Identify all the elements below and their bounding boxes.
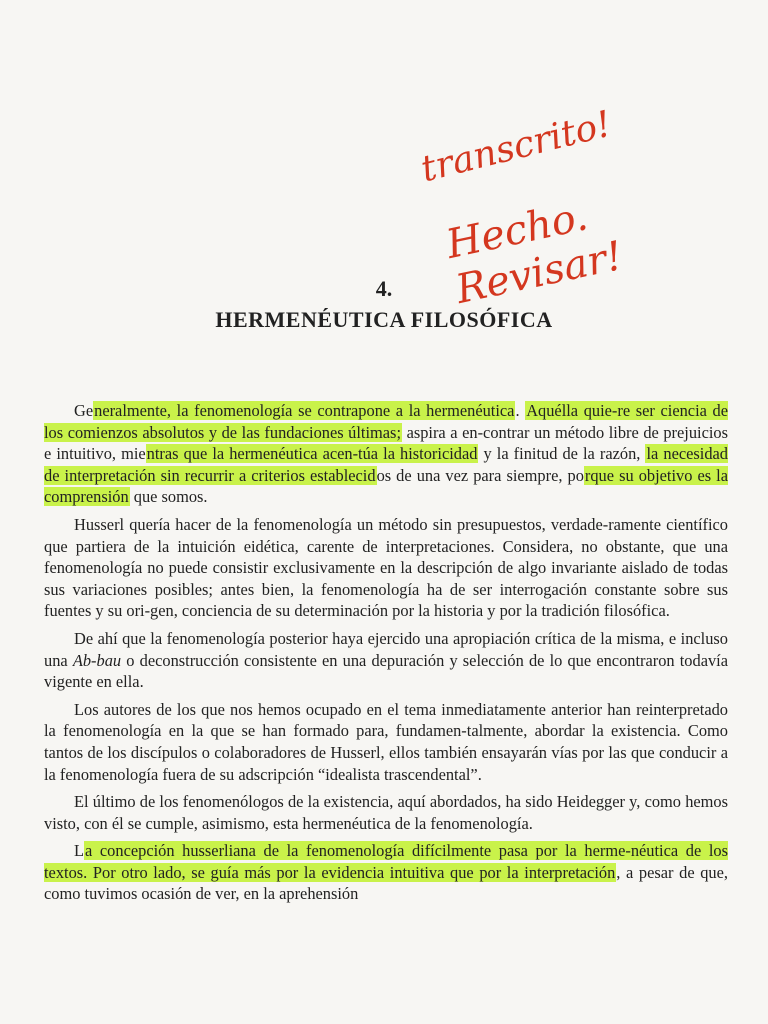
text-segment: . [515, 401, 526, 420]
highlighted-text: a concepción husserliana de la fenomenología difícilmente pasa por la herme-néutica de los textos. Por otro lado, se guía más por la evidencia intuitiva que por la interpretación [44, 841, 728, 882]
handwritten-annotation-2: Hecho. Revisar! [442, 193, 627, 313]
paragraph [44, 699, 728, 785]
paragraph [44, 514, 728, 622]
text-segment: o deconstrucción consistente en una depuración y selección de lo que encontraron todavía vigente en ella. [44, 650, 728, 692]
chapter-number: 4. [375, 276, 393, 301]
highlighted-text: neralmente, la fenomenología se contrapone a la hermenéutica [94, 401, 515, 420]
text-segment: Ge [74, 401, 94, 420]
highlighted-text: Aquélla quie-re ser ciencia de los comienzos absolutos y de las fundaciones últimas; [44, 401, 728, 442]
text-segment: El último de los fenomenólogos de la existencia, aquí abordados, ha sido Heidegger y, como hemos visto, con él se cumple, asimismo, esta hermenéutica de la fenomenología. [44, 792, 728, 833]
paragraph [44, 628, 728, 693]
text-segment: L [74, 841, 85, 861]
handwritten-annotation-1: transcrito! [417, 103, 616, 191]
text-segment: os de una vez para siempre, po [376, 465, 584, 485]
text-segment: De ahí que la fenomenología posterior haya ejercido una apropiación crítica de la misma, e incluso una [44, 628, 728, 670]
paragraph [44, 840, 728, 905]
chapter-body [44, 400, 728, 911]
highlighted-text: rque su objetivo es la comprensión [44, 465, 729, 507]
highlighted-text: la necesidad de interpretación sin recurrir a criterios establecid [44, 444, 728, 485]
chapter-title: HERMENÉUTICA FILOSÓFICA [215, 307, 553, 332]
text-segment: Los autores de los que nos hemos ocupado en el tema inmediatamente anterior han reinterpretado la fenomenología en la que se han formado para, fundamen-talmente, abordar la existencia. Como tantos de los discípulos o colaboradores de Husserl, ellos también ensayarán vías por las que conducir a la fenomenología fuera de su adscripción “idealista trascendental”. [44, 699, 728, 784]
text-segment: que somos. [129, 487, 208, 507]
paragraph [44, 400, 728, 508]
text-segment: Husserl quería hacer de la fenomenología un método sin presupuestos, verdade-ramente científico que partiera de la intuición eidética, carente de interpretaciones. Considera, no obstante, que una fenomenología no puede consistir exclusivamente en la descripción de algo invariante aislado de todas sus variaciones posibles; antes bien, la fenomenología ha de ser interrogación constante sobre sus fuentes y su ori-gen, conciencia de su determinación por la historia y por la tradición filosófica. [44, 514, 728, 621]
text-segment: y la finitud de la razón, [478, 444, 646, 464]
text-segment: , a pesar de que, como tuvimos ocasión de ver, en la aprehensión [44, 862, 728, 904]
text-segment: aspira a en-contrar un método libre de prejuicios e intuitivo, mie [44, 422, 728, 464]
text-segment: Ab-bau [72, 650, 122, 670]
highlighted-text: ntras que la hermenéutica acen-túa la historicidad [146, 444, 478, 464]
paragraph [44, 791, 728, 834]
